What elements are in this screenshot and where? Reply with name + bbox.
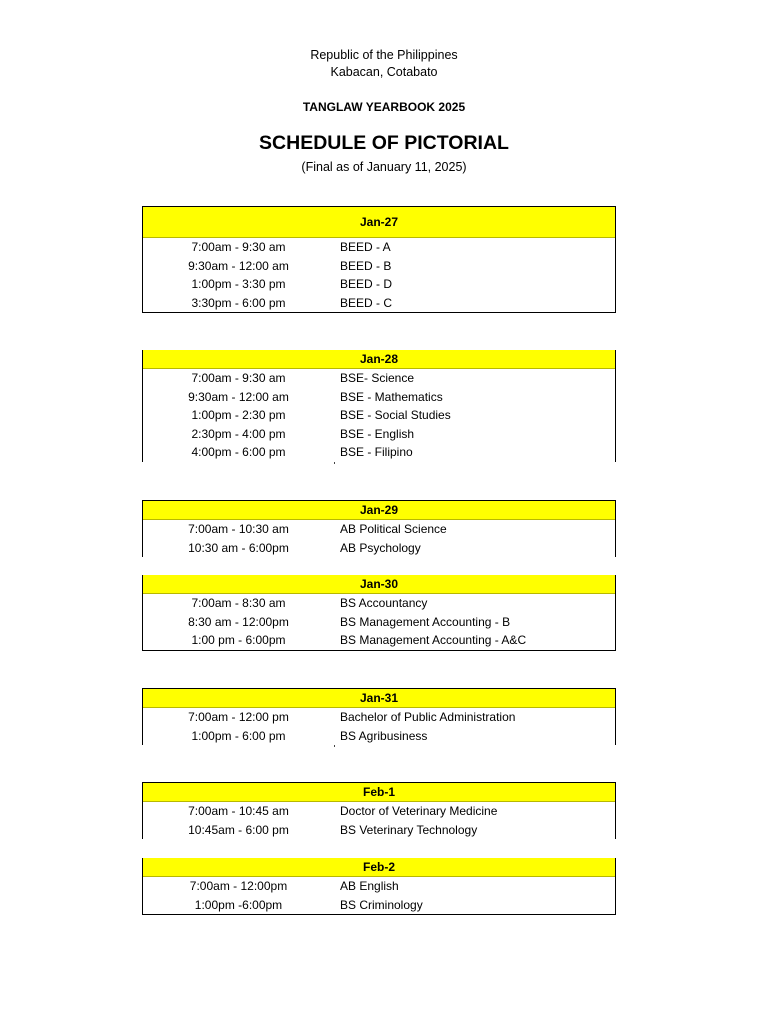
slot-time: 7:00am - 10:45 am xyxy=(188,804,289,818)
slot-row xyxy=(143,708,615,727)
cell-divider-mark xyxy=(334,745,335,747)
day-header: Jan-29 xyxy=(143,501,615,520)
day-block-jan-28 xyxy=(142,350,616,462)
slot-time: 7:00am - 8:30 am xyxy=(191,596,286,610)
day-header: Feb-1 xyxy=(143,783,615,802)
day-header: Jan-31 xyxy=(143,689,615,708)
slot-row xyxy=(143,896,615,915)
slot-program: BEED - A xyxy=(340,240,391,254)
slot-program: BSE - Mathematics xyxy=(340,389,443,404)
cell-divider-mark xyxy=(334,462,335,464)
slot-row xyxy=(143,802,615,821)
slot-time: 10:45am - 6:00 pm xyxy=(188,822,289,837)
slot-program: BS Management Accounting - B xyxy=(340,614,511,629)
slot-row xyxy=(143,520,615,539)
slot-row xyxy=(143,257,615,276)
slot-row xyxy=(143,443,615,462)
slot-list xyxy=(143,594,615,650)
slot-time: 1:00 pm - 6:00pm xyxy=(191,633,286,648)
slot-row xyxy=(143,406,615,425)
day-header: Feb-2 xyxy=(143,858,615,877)
slot-program: BSE- Science xyxy=(340,371,415,385)
slot-row xyxy=(143,294,615,313)
slot-program: BS Agribusiness xyxy=(340,728,428,743)
slot-time: 1:00pm - 3:30 pm xyxy=(191,277,286,292)
slot-program: Bachelor of Public Administration xyxy=(340,710,516,724)
slot-time: 1:00pm -6:00pm xyxy=(194,897,283,912)
slot-program: AB Political Science xyxy=(340,522,447,536)
slot-row xyxy=(143,238,615,257)
slot-program: AB English xyxy=(340,879,399,893)
slot-program: BSE - Filipino xyxy=(340,445,413,460)
slot-program: BSE - Social Studies xyxy=(340,408,451,423)
slot-row xyxy=(143,388,615,407)
slot-row xyxy=(143,821,615,840)
slot-time: 7:00am - 12:00pm xyxy=(189,879,288,893)
slot-time: 1:00pm - 2:30 pm xyxy=(191,408,286,423)
slot-time: 2:30pm - 4:00 pm xyxy=(191,426,286,441)
slot-time: 8:30 am - 12:00pm xyxy=(188,614,289,629)
slot-program: BS Management Accounting - A&C xyxy=(340,633,527,648)
day-block-jan-30 xyxy=(142,575,616,651)
location-line: Kabacan, Cotabato xyxy=(330,65,438,79)
republic-line: Republic of the Philippines xyxy=(310,48,458,62)
slot-program: Doctor of Veterinary Medicine xyxy=(340,804,498,818)
slot-time: 10:30 am - 6:00pm xyxy=(188,540,289,555)
slot-row xyxy=(143,877,615,896)
slot-time: 7:00am - 10:30 am xyxy=(188,522,289,536)
slot-row xyxy=(143,631,615,650)
slot-program: BEED - D xyxy=(340,277,393,292)
day-block-jan-31 xyxy=(142,688,616,745)
slot-row xyxy=(143,539,615,558)
slot-time: 4:00pm - 6:00 pm xyxy=(191,445,286,460)
slot-time: 7:00am - 9:30 am xyxy=(191,240,286,254)
slot-list xyxy=(143,877,615,914)
slot-list xyxy=(143,238,615,312)
slot-program: BEED - C xyxy=(340,295,393,310)
day-header: Jan-28 xyxy=(143,350,615,369)
slot-time: 9:30am - 12:00 am xyxy=(188,258,289,273)
slot-time: 3:30pm - 6:00 pm xyxy=(191,295,286,310)
slot-list xyxy=(143,802,615,839)
slot-row xyxy=(143,613,615,632)
slot-time: 7:00am - 9:30 am xyxy=(191,371,286,385)
day-block-feb-1 xyxy=(142,782,616,839)
slot-program: BEED - B xyxy=(340,258,392,273)
slot-program: AB Psychology xyxy=(340,540,421,555)
slot-time: 9:30am - 12:00 am xyxy=(188,389,289,404)
slot-program: BSE - English xyxy=(340,426,415,441)
day-block-jan-27 xyxy=(142,206,616,313)
day-header: Jan-30 xyxy=(143,575,615,594)
slot-program: BS Veterinary Technology xyxy=(340,822,478,837)
slot-list xyxy=(143,708,615,745)
document-subtitle: (Final as of January 11, 2025) xyxy=(301,160,467,174)
slot-list xyxy=(143,520,615,557)
slot-row xyxy=(143,369,615,388)
day-block-feb-2 xyxy=(142,858,616,915)
slot-list xyxy=(143,369,615,462)
slot-row xyxy=(143,425,615,444)
slot-row xyxy=(143,275,615,294)
slot-row xyxy=(143,727,615,746)
slot-program: BS Criminology xyxy=(340,897,423,912)
yearbook-title: TANGLAW YEARBOOK 2025 xyxy=(302,100,466,114)
day-header: Jan-27 xyxy=(143,207,615,238)
slot-program: BS Accountancy xyxy=(340,596,428,610)
slot-time: 1:00pm - 6:00 pm xyxy=(191,728,286,743)
document-title: SCHEDULE OF PICTORIAL xyxy=(259,132,509,154)
day-block-jan-29 xyxy=(142,500,616,557)
slot-row xyxy=(143,594,615,613)
slot-time: 7:00am - 12:00 pm xyxy=(188,710,289,724)
